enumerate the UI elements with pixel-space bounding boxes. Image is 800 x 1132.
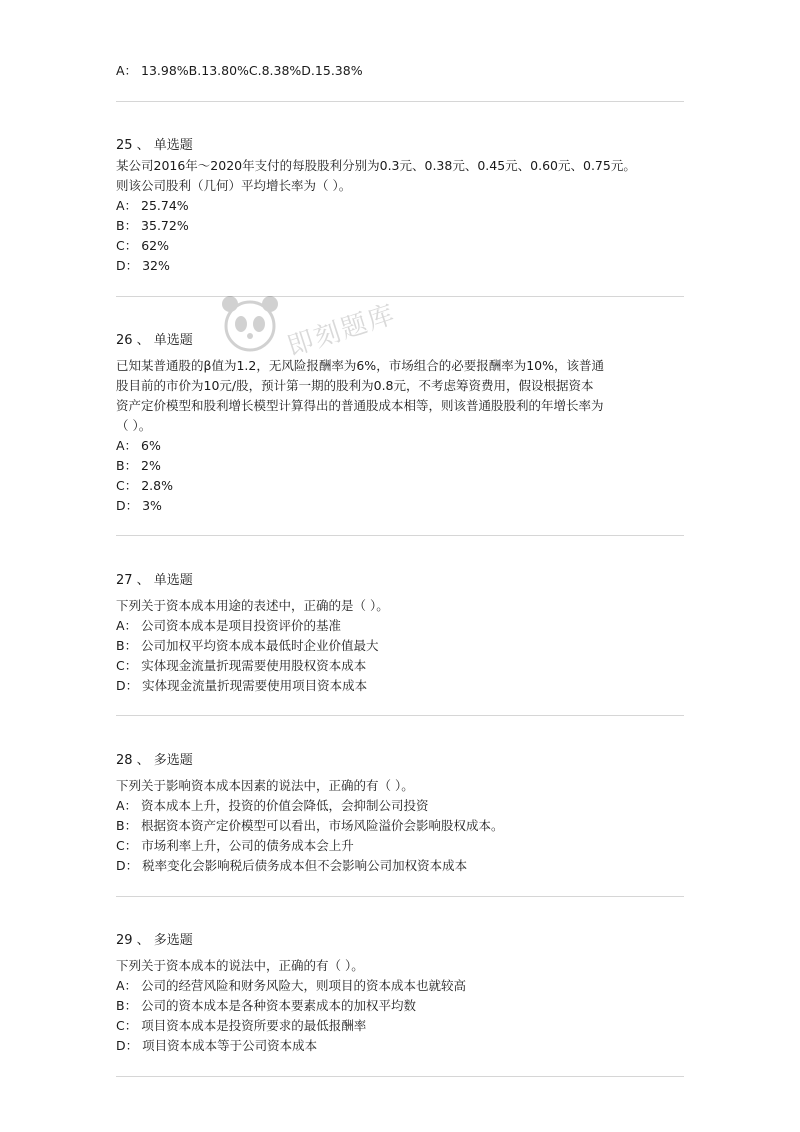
- option-d: D： 项目资本成本等于公司资本成本: [116, 1038, 318, 1053]
- option-c: C： 项目资本成本是投资所要求的最低报酬率: [116, 1018, 367, 1033]
- divider: [116, 535, 684, 536]
- question-stem-line: 股目前的市价为10元/股，预计第一期的股利为0.8元，不考虑筹资费用，假设根据资本: [116, 378, 594, 393]
- option-d: D： 3%: [116, 498, 162, 513]
- question-stem-line: 下列关于资本成本的说法中，正确的有（ ）。: [116, 958, 364, 973]
- option-c: C： 62%: [116, 238, 169, 253]
- option-c: C： 实体现金流量折现需要使用股权资本成本: [116, 658, 367, 673]
- divider: [116, 101, 684, 102]
- divider: [116, 715, 684, 716]
- option-a: A： 公司资本成本是项目投资评价的基准: [116, 618, 342, 633]
- question-stem-line: （ ）。: [116, 418, 152, 433]
- question-header: 26 、 单选题: [116, 333, 193, 348]
- option-c: C： 市场利率上升，公司的债务成本会上升: [116, 838, 354, 853]
- question-stem-line: 资产定价模型和股利增长模型计算得出的普通股成本相等，则该普通股股利的年增长率为: [116, 398, 604, 413]
- option-a: A： 25.74%: [116, 198, 189, 213]
- option-b: B： 35.72%: [116, 218, 189, 233]
- option-d: D： 税率变化会影响税后债务成本但不会影响公司加权资本成本: [116, 858, 468, 873]
- panda-icon: [215, 288, 285, 358]
- question-stem-line: 已知某普通股的β值为1.2，无风险报酬率为6%，市场组合的必要报酬率为10%，该普通: [116, 358, 604, 373]
- watermark-text: 即刻题库: [283, 299, 400, 363]
- question-stem-line: 下列关于影响资本成本因素的说法中，正确的有（ ）。: [116, 778, 414, 793]
- question-stem-line: 下列关于资本成本用途的表述中，正确的是（ ）。: [116, 598, 389, 613]
- option-b: B： 公司的资本成本是各种资本要素成本的加权平均数: [116, 998, 417, 1013]
- divider: [116, 1076, 684, 1077]
- question-header: 25 、 单选题: [116, 138, 193, 153]
- option-a: A： 6%: [116, 438, 161, 453]
- question-stem-line: 则该公司股利（几何）平均增长率为（ ）。: [116, 178, 352, 193]
- option-b: B： 公司加权平均资本成本最低时企业价值最大: [116, 638, 379, 653]
- option-b: B： 2%: [116, 458, 161, 473]
- option-c: C： 2.8%: [116, 478, 173, 493]
- divider: [116, 896, 684, 897]
- question-header: 28 、 多选题: [116, 753, 193, 768]
- question-header: 27 、 单选题: [116, 573, 193, 588]
- question-stem-line: 某公司2016年～2020年支付的每股股利分别为0.3元、0.38元、0.45元、0.60元、0.75元。: [116, 158, 636, 173]
- prev-answer-line: A： 13.98%B.13.80%C.8.38%D.15.38%: [116, 63, 363, 78]
- option-a: A： 公司的经营风险和财务风险大，则项目的资本成本也就较高: [116, 978, 467, 993]
- question-header: 29 、 多选题: [116, 933, 193, 948]
- option-d: D： 32%: [116, 258, 170, 273]
- option-d: D： 实体现金流量折现需要使用项目资本成本: [116, 678, 368, 693]
- option-a: A： 资本成本上升，投资的价值会降低，会抑制公司投资: [116, 798, 429, 813]
- divider: [116, 296, 684, 297]
- option-b: B： 根据资本资产定价模型可以看出，市场风险溢价会影响股权成本。: [116, 818, 504, 833]
